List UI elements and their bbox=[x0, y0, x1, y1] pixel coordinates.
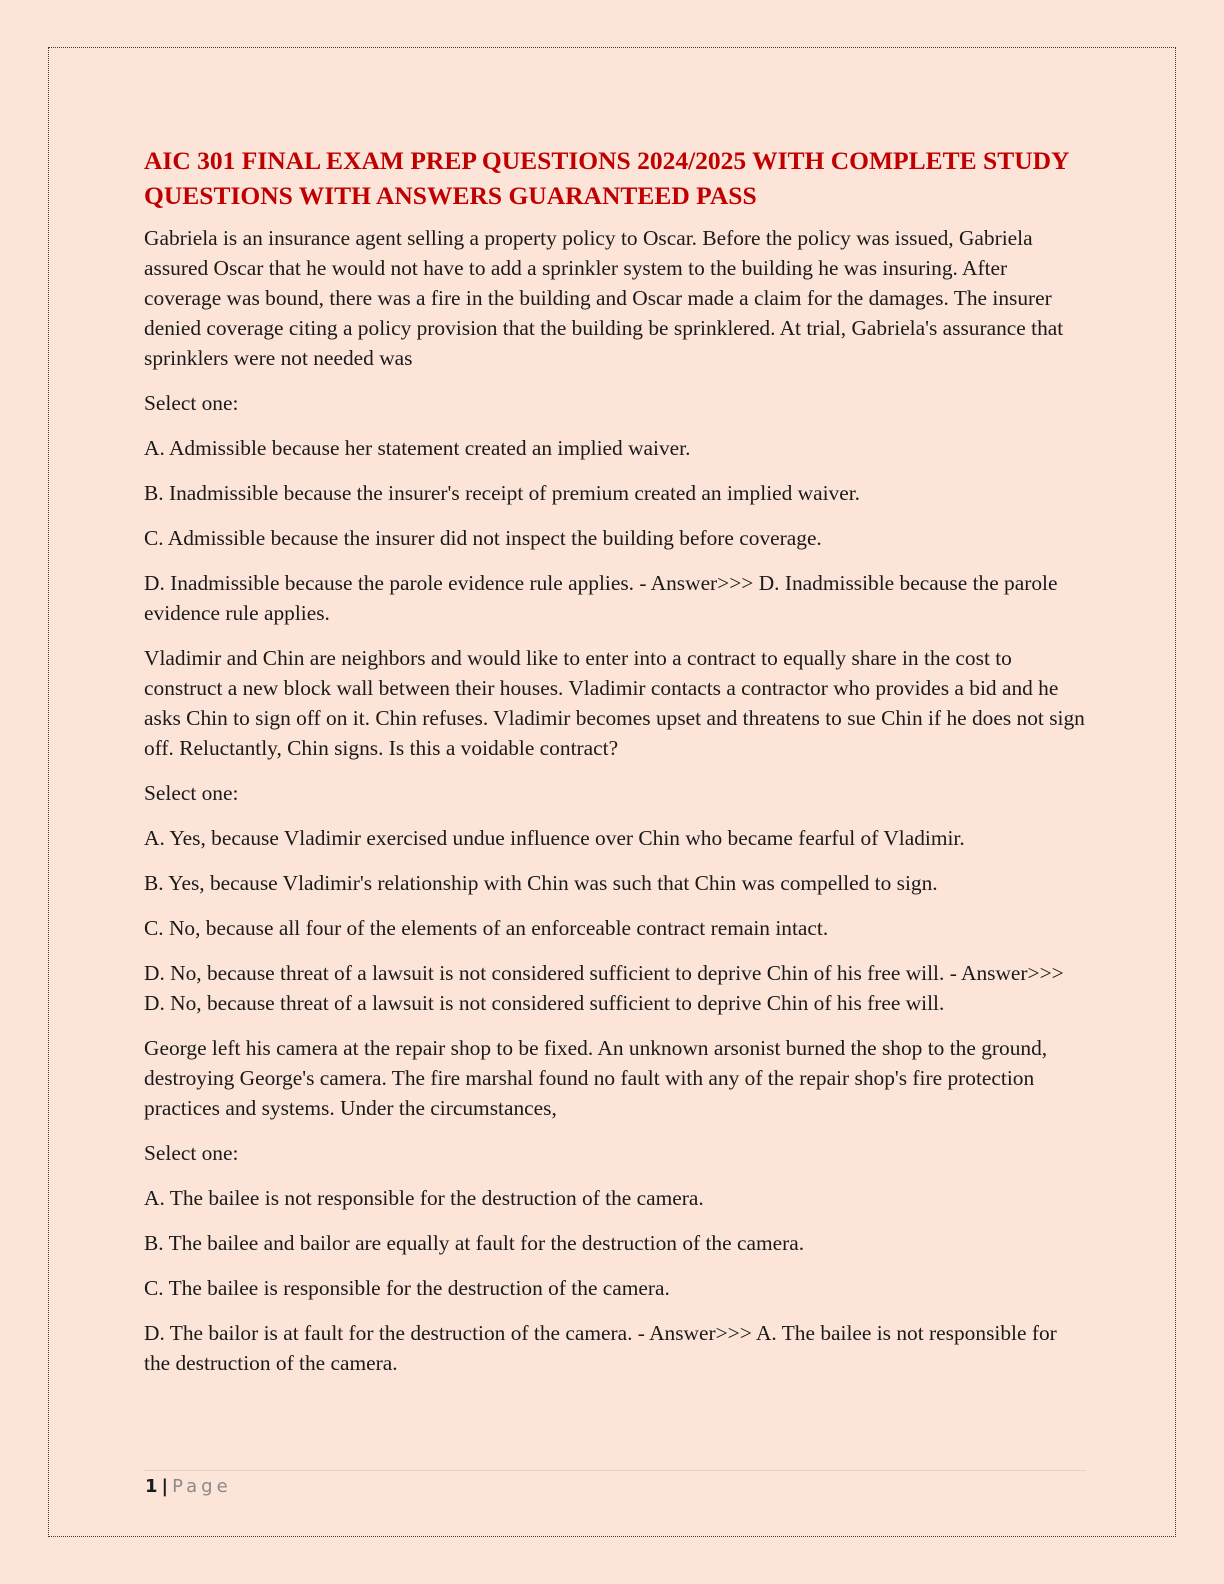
page-word: Page bbox=[172, 1476, 232, 1497]
option-c: C. The bailee is responsible for the destruction of the camera. bbox=[144, 1276, 670, 1300]
footer-separator: | bbox=[161, 1476, 169, 1497]
document-title: AIC 301 FINAL EXAM PREP QUESTIONS 2024/2025 WITH COMPLETE STUDY QUESTIONS WITH ANSWERS GUARANTEED PASS bbox=[144, 146, 1069, 210]
option-b: B. Yes, because Vladimir's relationship with Chin was such that Chin was compelled to sign. bbox=[144, 871, 938, 895]
select-label: Select one: bbox=[144, 1141, 239, 1165]
document-body bbox=[144, 143, 1086, 1393]
option-c: C. No, because all four of the elements of an enforceable contract remain intact. bbox=[144, 916, 829, 940]
option-c: C. Admissible because the insurer did not inspect the building before coverage. bbox=[144, 526, 822, 550]
footer-divider bbox=[144, 1470, 1086, 1471]
option-d-with-answer: D. No, because threat of a lawsuit is not considered sufficient to deprive Chin of his free will. - Answer>>> D. No, because threat of a lawsuit is not considered sufficient to deprive Chin of his free will. bbox=[144, 961, 1064, 1015]
option-d-with-answer: D. The bailor is at fault for the destruction of the camera. - Answer>>> A. The bailee is not responsible for the destruction of the camera. bbox=[144, 1321, 1057, 1375]
question-1 bbox=[144, 223, 1086, 628]
option-d-with-answer: D. Inadmissible because the parole evidence rule applies. - Answer>>> D. Inadmissible because the parole evidence rule applies. bbox=[144, 571, 1058, 625]
question-3 bbox=[144, 1033, 1086, 1378]
option-a: A. The bailee is not responsible for the destruction of the camera. bbox=[144, 1186, 704, 1210]
page-footer bbox=[145, 1476, 232, 1498]
option-a: A. Yes, because Vladimir exercised undue influence over Chin who became fearful of Vladimir. bbox=[144, 826, 965, 850]
question-prompt: Gabriela is an insurance agent selling a property policy to Oscar. Before the policy was issued, Gabriela assured Oscar that he would not have to add a sprinkler system to the building he was insuring. After coverage was bound, there was a fire in the building and Oscar made a claim for the damages. The insurer denied coverage citing a policy provision that the building be sprinklered. At trial, Gabriela's assurance that sprinklers were not needed was bbox=[144, 226, 1064, 370]
question-prompt: George left his camera at the repair shop to be fixed. An unknown arsonist burned the shop to the ground, destroying George's camera. The fire marshal found no fault with any of the repair shop's fire protection practices and systems. Under the circumstances, bbox=[144, 1036, 1048, 1120]
page-number: 1 bbox=[145, 1476, 158, 1497]
select-label: Select one: bbox=[144, 391, 239, 415]
select-label: Select one: bbox=[144, 781, 239, 805]
question-prompt: Vladimir and Chin are neighbors and would like to enter into a contract to equally share in the cost to construct a new block wall between their houses. Vladimir contacts a contractor who provides a bid and he asks Chin to sign off on it. Chin refuses. Vladimir becomes upset and threatens to sue Chin if he does not sign off. Reluctantly, Chin signs. Is this a voidable contract? bbox=[144, 646, 1085, 760]
question-2 bbox=[144, 643, 1086, 1018]
option-b: B. Inadmissible because the insurer's receipt of premium created an implied waiver. bbox=[144, 481, 861, 505]
option-a: A. Admissible because her statement created an implied waiver. bbox=[144, 436, 691, 460]
option-b: B. The bailee and bailor are equally at fault for the destruction of the camera. bbox=[144, 1231, 805, 1255]
